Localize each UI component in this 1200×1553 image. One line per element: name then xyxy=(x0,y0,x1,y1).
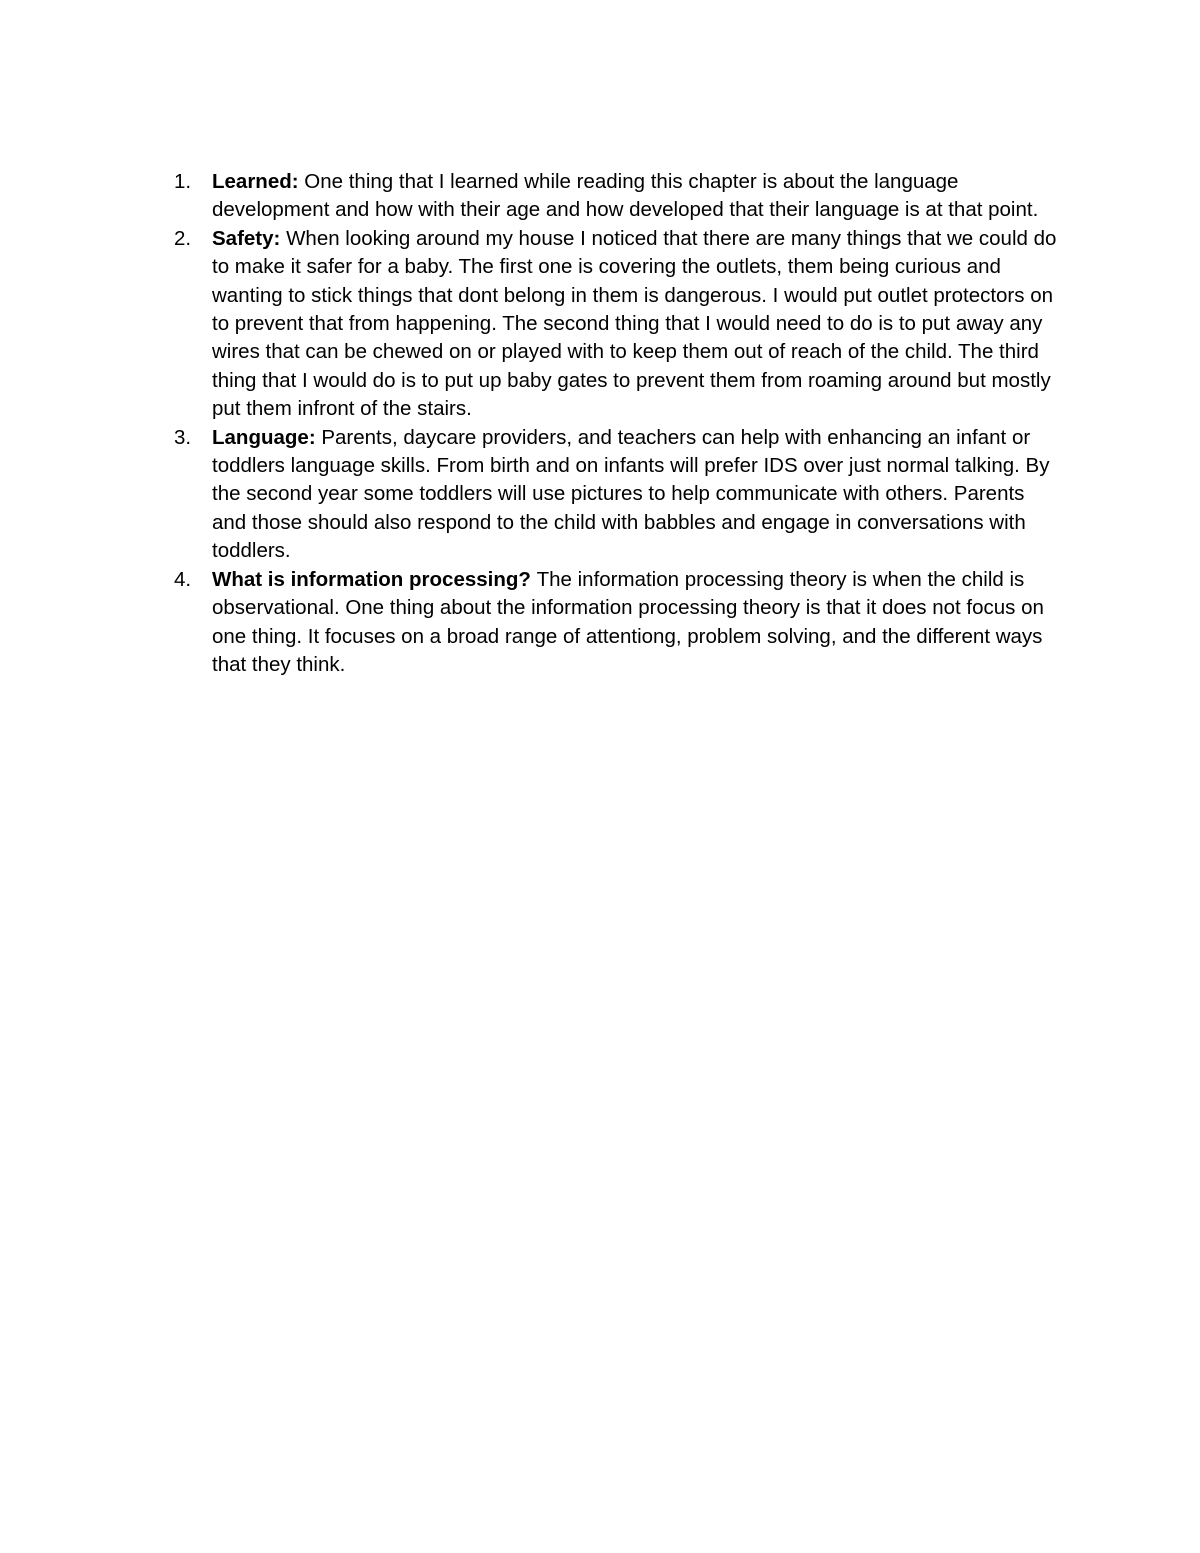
list-item-safety xyxy=(150,225,1060,424)
list-number: 2. xyxy=(174,226,192,250)
numbered-list xyxy=(150,168,1060,679)
list-item-information-processing xyxy=(150,566,1060,680)
item-label: Safety: xyxy=(212,226,287,250)
item-text: One thing that I learned while reading this chapter is about the language development and how with their age and how developed that their language is at that point. xyxy=(212,170,1039,222)
item-label: Language: xyxy=(212,425,322,449)
item-text: When looking around my house I noticed that there are many things that we could do to make it safer for a baby. The first one is covering the outlets, them being curious and wanting to stick things that dont belong in them is dangerous. I would put outlet protectors on to prevent that from happening. The second thing that I would need to do is to put away any wires that can be chewed on or played with to keep them out of reach of the child. The third thing that I would do is to put up baby gates to prevent them from roaming around but mostly put them infront of the stairs. xyxy=(212,226,1057,421)
item-label: What is information processing? xyxy=(212,567,537,591)
list-item-learned xyxy=(150,168,1060,225)
item-text: Parents, daycare providers, and teachers can help with enhancing an infant or toddlers language skills. From birth and on infants will prefer IDS over just normal talking. By the second year some toddlers will use pictures to help communicate with others. Parents and those should also respond to the child with babbles and engage in conversations with toddlers. xyxy=(212,425,1050,563)
item-text: The information processing theory is when the child is observational. One thing about the information processing theory is that it does not focus on one thing. It focuses on a broad range of attentiong, problem solving, and the different ways that they think. xyxy=(212,567,1044,676)
list-number: 3. xyxy=(174,425,192,449)
list-number: 4. xyxy=(174,567,192,591)
item-label: Learned: xyxy=(212,170,305,193)
list-item-language xyxy=(150,424,1060,566)
list-number: 1. xyxy=(174,170,192,193)
